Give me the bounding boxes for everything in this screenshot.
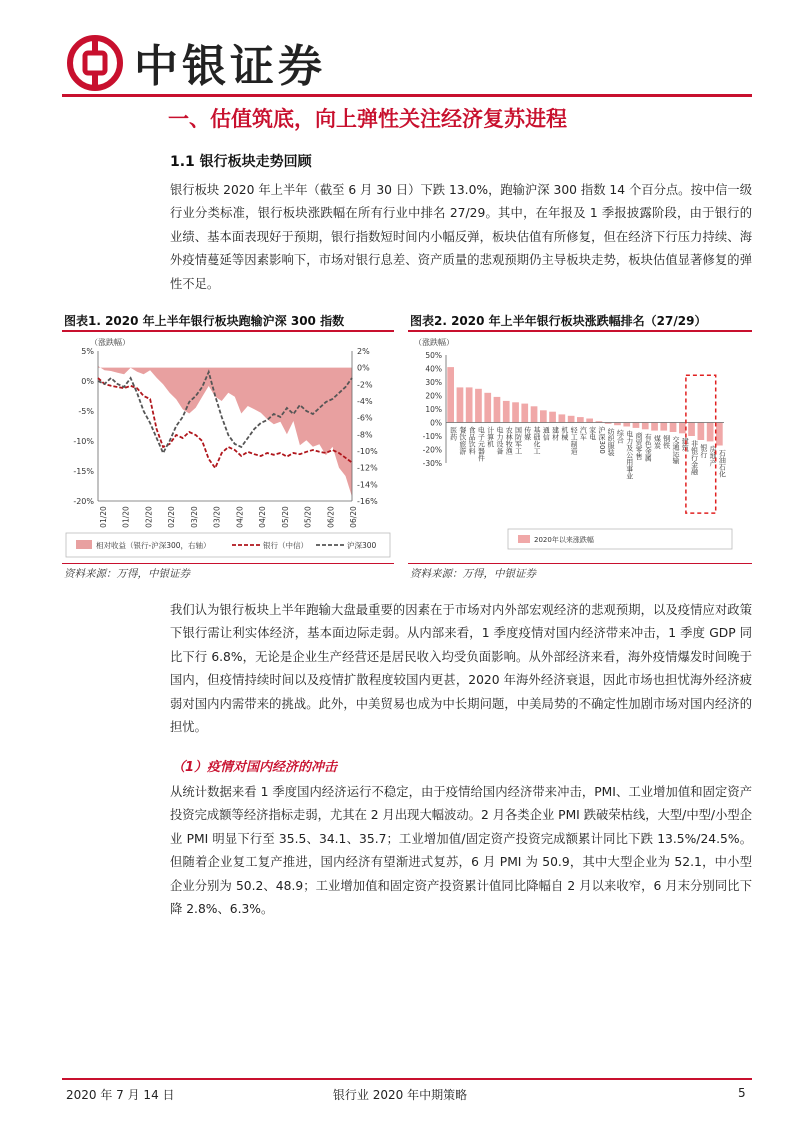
figure-2-rule: [408, 330, 752, 332]
chart1-x-tick-label: 04/20: [258, 506, 268, 528]
chart1-x-tick-label: 02/20: [144, 506, 154, 528]
chart1-x-tick-label: 02/20: [167, 506, 177, 528]
chart1-left-tick-label: -15%: [73, 467, 94, 476]
chart2-y-tick-label: -10%: [422, 432, 442, 441]
bank-of-china-logo-icon: [66, 34, 124, 92]
chart2-category-label: 通信: [542, 426, 551, 441]
figure-1-bottom-rule: [62, 563, 394, 564]
case-title: （1）疫情对国内经济的冲击: [172, 760, 338, 775]
chart1-legend-area-label: 相对收益（银行-沪深300，右轴）: [96, 541, 211, 550]
chart2-bar: [623, 423, 630, 427]
chart1-right-tick-label: -6%: [357, 413, 373, 423]
chart2-legend-label: 2020年以来涨跌幅: [534, 536, 594, 544]
chart2-bar: [660, 423, 667, 431]
header-rule: [62, 94, 752, 97]
chart2-bar: [679, 423, 686, 434]
chart1-right-tick-label: -10%: [357, 447, 378, 456]
chart2-category-label: 纺织服装: [607, 427, 616, 456]
chart2-bar: [642, 423, 649, 430]
chart1-right-tick-label: -4%: [357, 397, 373, 406]
chart2-category-label: 机械: [560, 426, 569, 441]
section-title: 一、估值筑底，向上弹性关注经济复苏进程: [168, 107, 567, 131]
chart2-bar: [447, 367, 454, 422]
chart2-category-label: 农林牧渔: [505, 426, 514, 455]
chart1-right-tick-label: 2%: [357, 347, 370, 356]
footer-document-title: 银行业 2020 年中期策略: [332, 1088, 468, 1102]
chart1-right-tick-label: -16%: [357, 497, 378, 506]
chart2-y-tick-label: 30%: [425, 378, 442, 387]
chart2-category-label: 沪深300: [597, 426, 606, 454]
chart1-right-tick-label: -2%: [357, 380, 373, 390]
chart2-bar: [651, 423, 658, 431]
chart2-category-label: 轻工制造: [570, 426, 579, 455]
figure-2-source: 资料来源：万得，中银证券: [410, 568, 536, 580]
chart1-x-tick-label: 01/20: [121, 506, 131, 528]
paragraph-3: 从统计数据来看 1 季度国内经济运行不稳定，由于疫情给国内经济带来冲击，PMI、工业增加值和固定资产投资完成额等经济指标走弱，尤其在 2 月出现大幅波动。2 月各类企业 PMI 跌破荣枯线，大型/中型/小型企业 PMI 明显下行至 35.5、34.1、35.7；工业增加值/固定资产投资完成额累计同比下跌 13.5%/24.5%。但随着企业复工复产推进，国内经济有望渐进式复苏，6 月 PMI 为 50.9，其中大型企业为 52.1，中小型企业分别为 50.2、48.9；工业增加值和固定资产投资累计值同比降幅自 2 月以来收窄，6 月末分别同比下降 2.8%、6.3%。: [170, 785, 752, 917]
chart2-category-label: 基础化工: [533, 426, 542, 455]
chart2-category-label: 有色金属: [644, 433, 653, 462]
chart2-category-label: 计算机: [486, 426, 495, 448]
chart2-bar: [531, 406, 538, 422]
paragraph-1: 银行板块 2020 年上半年（截至 6 月 30 日）下跌 13.0%，跑输沪深 300 指数 14 个百分点。按中信一级行业分类标准，银行板块涨跌幅在所有行业中排名 27/29。其中，在年报及 1 季报披露阶段，由于银行的业绩、基本面表现好于预期，银行指数短时间内小幅反弹，板块估值有所修复，但在经济下行压力持续、海外疫情蔓延等因素影响下，市场对银行息差、资产质量的悲观预期仍主导板块走势，板块估值显著修复的弹性不足。: [170, 183, 752, 291]
chart2-bar: [670, 423, 677, 433]
chart2-category-label: 煤炭: [653, 434, 662, 449]
chart1-x-tick-label: 04/20: [235, 506, 245, 528]
chart2-category-label: 电力设备: [495, 426, 504, 455]
chart1-x-tick-label: 05/20: [303, 506, 313, 528]
chart1-legend-area-swatch: [76, 540, 92, 549]
chart2-bar: [503, 401, 510, 423]
subsection-title: 1.1 银行板块走势回顾: [170, 154, 312, 170]
chart1-left-tick-label: 5%: [81, 347, 94, 356]
chart1-x-tick-label: 05/20: [280, 506, 290, 528]
chart2-bar: [512, 402, 519, 422]
chart2-category-label: 银行: [699, 444, 708, 459]
chart1-x-tick-label: 03/20: [212, 506, 222, 528]
chart2-category-label: 汽车: [579, 426, 588, 441]
chart2-bar: [614, 423, 621, 426]
chart2-bar: [707, 423, 714, 442]
chart2-bar: [559, 414, 566, 422]
chart2-y-tick-label: 50%: [425, 351, 442, 360]
chart2-bar: [475, 389, 482, 423]
chart2-category-label: 钢铁: [662, 434, 671, 449]
chart2-category-label: 传媒: [523, 426, 532, 441]
chart2-category-label: 商贸零售: [634, 431, 643, 460]
chart1-x-tick-label: 01/20: [99, 506, 108, 528]
chart1-left-tick-label: -10%: [73, 437, 94, 446]
chart2-y-tick-label: -20%: [422, 445, 442, 455]
footer-rule: [62, 1078, 752, 1080]
chart2-y-tick-label: 0%: [430, 418, 442, 428]
chart2-y-tick-label: 20%: [425, 391, 442, 401]
figure-1-title: 图表1. 2020 年上半年银行板块跑输沪深 300 指数: [64, 314, 345, 328]
page-number: 5: [738, 1086, 746, 1100]
chart2-bar: [688, 423, 695, 437]
chart1-right-tick-label: 0%: [357, 363, 370, 373]
chart2-bar: [484, 393, 491, 423]
figure-2-chart: [408, 333, 752, 563]
chart2-bar: [577, 417, 584, 422]
chart2-category-label: 石油石化: [718, 449, 727, 478]
figure-1-source: 资料来源：万得，中银证券: [64, 568, 190, 580]
chart2-bar: [540, 410, 547, 422]
figure-2-bottom-rule: [408, 563, 752, 564]
chart2-category-label: 国防军工: [514, 426, 523, 455]
chart2-category-label: 家电: [588, 426, 597, 441]
paragraph-2: 我们认为银行板块上半年跑输大盘最重要的因素在于市场对内外部宏观经济的悲观预期，以及疫情应对政策下银行需让利实体经济，基本面边际走弱。从内部来看，1 季度疫情对国内经济带来冲击，1 季度 GDP 同比下行 6.8%，无论是企业生产经营还是居民收入均受负面影响。从外部经济来看，海外疫情爆发时间晚于国内，但疫情持续时间以及疫情扩散程度较国内更甚，2020 年海外经济衰退，因此市场也担忧海外经济疲弱对国内内需带来的挑战。此外，中美贸易也成为中长期问题，中美局势的不确定性加剧市场对国内经济的担忧。: [170, 603, 752, 735]
chart1-x-tick-label: 06/20: [326, 506, 336, 528]
figure-1-rule: [62, 330, 394, 332]
chart2-bar: [716, 423, 723, 446]
chart2-category-label: 建筑: [681, 437, 690, 452]
chart1-right-tick-label: -12%: [357, 463, 378, 473]
chart1-right-tick-label: -14%: [357, 480, 378, 490]
chart2-category-label: 电子元器件: [477, 426, 486, 462]
chart1-legend-hs300-label: 沪深300: [347, 541, 377, 550]
chart2-category-label: 交通运输: [672, 435, 681, 464]
chart2-bar: [466, 387, 473, 422]
chart2-category-label: 电力及公用事业: [625, 430, 634, 480]
chart2-bar: [568, 416, 575, 423]
chart2-category-label: 食品饮料: [468, 426, 477, 455]
chart2-category-label: 医药: [449, 426, 458, 441]
chart2-bar: [521, 404, 528, 423]
chart2-category-label: 房地产: [709, 445, 718, 467]
chart2-y-tick-label: 40%: [425, 364, 442, 374]
chart2-bar: [549, 412, 556, 423]
chart1-left-tick-label: -5%: [78, 407, 94, 416]
chart1-relative-return-area: [98, 366, 352, 497]
chart1-x-tick-label: 03/20: [189, 506, 199, 528]
chart2-category-label: 餐饮旅游: [458, 426, 467, 455]
chart2-category-label: 建材: [551, 426, 560, 441]
chart1-left-axis-label: （涨跌幅）: [90, 338, 130, 347]
chart2-bar: [494, 397, 501, 423]
chart2-bar: [457, 387, 464, 422]
chart2-category-label: 综合: [616, 429, 625, 444]
chart2-bar: [633, 423, 640, 428]
chart1-legend-bank-label: 银行（中信）: [263, 541, 308, 550]
footer-date: 2020 年 7 月 14 日: [66, 1088, 175, 1102]
chart2-y-tick-label: -30%: [422, 459, 442, 468]
brand-name: 中银证券: [134, 41, 326, 92]
chart1-left-tick-label: 0%: [81, 377, 94, 386]
chart1-right-tick-label: -8%: [357, 430, 373, 440]
chart2-bar: [586, 419, 593, 423]
chart2-bar: [698, 423, 705, 441]
chart2-y-tick-label: 10%: [425, 405, 442, 414]
chart1-left-tick-label: -20%: [73, 497, 94, 506]
chart2-y-axis-label: （涨跌幅）: [414, 338, 454, 347]
chart2-category-label: 非银行金融: [690, 440, 699, 475]
figure-1-chart: [62, 333, 394, 563]
figure-2-title: 图表2. 2020 年上半年银行板块涨跌幅排名（27/29）: [410, 314, 707, 328]
chart2-legend-swatch: [518, 535, 530, 543]
chart1-x-tick-label: 06/20: [349, 506, 358, 528]
